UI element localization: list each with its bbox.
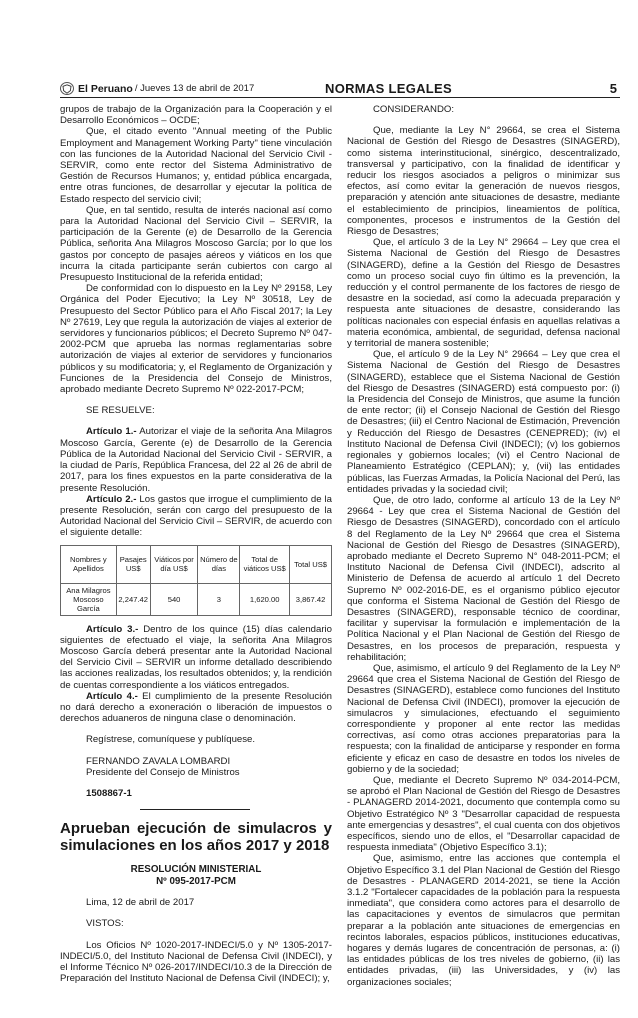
newspaper-name: El Peruano bbox=[78, 82, 133, 95]
paragraph: Que, el artículo 9 de la Ley N° 29664 – Ley que crea el Sistema Nacional de Gestión del Riesgo de Desastres (SINAGERD), establece que el Sistema Nacional de Gestión del Riesgo de Desastres (SINAGERD) está compuesto por: (i) la Presidencia del Consejo de Ministros, que asume la función de ente rector; (ii) el Consejo Nacional de Gestión del Riesgo de Desastres; (iii) el Centro Nacional de Estimación, Prevención y Reducción del Riesgo de Desastres (CENEPRED); (iv) el Instituto Nacional de Defensa Civil (INDECI); (v) los gobiernos regionales y gobiernos locales; (vi) el Centro Nacional de Planeamiento Estratégico (CEPLAN); y, (vii) las entidades públicas, las Fuerzas Armadas, la Policía Nacional del Perú, las entidades privadas y la sociedad civil; bbox=[347, 349, 620, 495]
table-header: Total de viáticos US$ bbox=[240, 545, 290, 583]
table-cell: 3,867.42 bbox=[290, 583, 332, 615]
page-number: 5 bbox=[609, 81, 617, 96]
article-text: Los gastos que irrogue el cumplimiento de la presente Resolución, serán con cargo del presupuesto de la Autoridad Nacional del Servicio Civil – SERVIR, de acuerdo con el siguiente detalle: bbox=[60, 493, 332, 539]
article-label: Artículo 2.- bbox=[86, 493, 137, 505]
paragraph: Que, asimismo, el artículo 9 del Reglamento de la Ley Nº 29664 que crea el Sistema Nacional de Gestión del Riesgo de Desastres (SINAGERD), establece como funciones del Instituto Nacional de Defensa Civil (INDECI), promover la ejecución de simulacros y simulaciones, efectuando el seguimiento correspondiente y proponer al ente rector las medidas correctivas, así como otras acciones preparatorias para la respuesta; con la finalidad de anticiparse y responder en forma eficiente y eficaz en caso de desastre en todos los niveles de gobierno y de la sociedad; bbox=[347, 662, 620, 775]
article-1 bbox=[60, 426, 332, 493]
signer-name: FERNANDO ZAVALA LOMBARDI bbox=[86, 755, 231, 767]
issue-date: / Jueves 13 de abril de 2017 bbox=[134, 83, 255, 94]
considerando-heading: CONSIDERANDO: bbox=[373, 104, 455, 115]
se-resuelve-heading: SE RESUELVE: bbox=[86, 405, 155, 417]
resolution-number: Nº 095-2017-PCM bbox=[156, 875, 236, 887]
section-divider bbox=[140, 809, 250, 810]
table-cell: 2,247.42 bbox=[116, 583, 150, 615]
article-2 bbox=[60, 494, 332, 539]
paragraph: Que, de otro lado, conforme al artículo 13 de la Ley Nº 29664 - Ley que crea el Sistema Nacional de Gestión del Riesgo de Desastres (SINAGERD), concordado con el artículo 8 del Reglamento de la Ley Nº 29664 que crea el Sistema Nacional de Gestión del Riesgo de Desastres (SINAGERD), aprobado mediante el Decreto Supremo N° 048-2011-PCM; el Instituto Nacional de Defensa Civil (INDECI), adscrito al Ministerio de Defensa de acuerdo al artículo 1 del Decreto Supremo Nº 002-2016-DE, es el organismo público ejecutor que conforma el Sistema Nacional de Gestión del Riesgo de Desastres (SINAGERD), responsable técnico de coordinar, facilitar y supervisar la formulación e implementación de la Política Nacional y el Plan Nacional de Gestión del Riesgo de Desastres, en los procesos de preparación, respuesta y rehabilitación; bbox=[347, 494, 620, 663]
article-label: Artículo 1.- bbox=[86, 426, 137, 438]
article-4 bbox=[60, 691, 332, 725]
article-label: Artículo 3.- bbox=[86, 623, 139, 635]
table-header: Viáticos por día US$ bbox=[150, 545, 198, 583]
paragraph: De conformidad con lo dispuesto en la Ley Nº 29158, Ley Orgánica del Poder Ejecutivo; la Ley Nº 30518, Ley de Presupuesto del Sector Público para el Año Fiscal 2017; la Ley Nº 27619, Ley que regula la autorización de viajes al exterior de servidores y funcionarios públicos; el Decreto Supremo Nº 047-2002-PCM que aprueba las normas reglamentarias sobre autorización de viajes al exterior de servidores y funcionarios públicos y su modificatoria; y, el Reglamento de Organización y Funciones de la Presidencia del Consejo de Ministros, aprobado mediante Decreto Supremo Nº 022-2017-PCM; bbox=[60, 283, 332, 396]
table-cell: Ana Milagros Moscoso García bbox=[61, 583, 117, 615]
article-text: Autorizar el viaje de la señorita Ana Milagros Moscoso García, Gerente (e) de Desarrollo de la Gerencia Pública de la Autoridad Nacional del Servicio Civil - SERVIR, a la ciudad de París, República Francesa, del 22 al 26 de abril de 2017, para los fines expuestos en la parte considerativa de la presente Resolución. bbox=[60, 426, 332, 494]
norm-title: Aprueban ejecución de simulacros y simulaciones en los años 2017 y 2018 bbox=[60, 820, 332, 855]
table-cell: 3 bbox=[198, 583, 240, 615]
table-header: Número de días bbox=[198, 545, 240, 583]
paragraph: Que, asimismo, entre las acciones que contempla el Objetivo Específico 3.1 del Plan Nacional de Gestión del Riesgo de Desastres - PLANAGERD 2014-2021, se tiene la Acción 3.1.2 "Fortalecer capacidades de la población para la respuesta inmediata", que considera como actores para el desarrollo de las capacitaciones y eventos de simulacros que permitan preparar a la población ante situaciones de emergencias en recintos laborales, espacios públicos, instituciones educativas, hogares y demás lugares de concentración de personas, a: (i) las entidades públicas de los tres niveles de gobierno, (ii) las entidades privadas, (iii) las Universidades, y (iv) las organizaciones sociales; bbox=[347, 853, 620, 988]
table-cell: 540 bbox=[150, 583, 198, 615]
paragraph: Que, el citado evento "Annual meeting of the Public Employment and Management Working Party" tiene vinculación con las funciones de la Autoridad Nacional del Servicio Civil - SERVIR, como ente rector del Sistema Administrativo de Gestión de Recursos Humanos; y, entidad pública encargada, entre otras funciones, de desarrollar y ejecutar la política de Estado respecto del servicio civil; bbox=[60, 126, 332, 205]
table-header: Total US$ bbox=[290, 545, 332, 583]
article-text: Dentro de los quince (15) días calendario siguientes de efectuado el viaje, la señorita Ana Milagros Moscoso García deberá presentar ante la Autoridad Nacional del Servicio Civil – SERVIR un informe detallado describiendo las acciones realizadas, los resultados obtenidos; y, la rendición de cuentas correspondiente a los viáticos entregados. bbox=[60, 623, 332, 691]
article-label: Artículo 4.- bbox=[86, 690, 138, 702]
shield-icon bbox=[60, 82, 74, 95]
section-title: NORMAS LEGALES bbox=[325, 81, 452, 96]
closing-formula: Regístrese, comuníquese y publíquese. bbox=[86, 734, 256, 746]
resolution-type: RESOLUCIÓN MINISTERIAL bbox=[130, 864, 262, 876]
signer-title: Presidente del Consejo de Ministros bbox=[86, 766, 240, 778]
place-date: Lima, 12 de abril de 2017 bbox=[86, 897, 195, 909]
table-cell: 1,620.00 bbox=[240, 583, 290, 615]
travel-expenses-table bbox=[60, 545, 332, 616]
paragraph: Los Oficios Nº 1020-2017-INDECI/5.0 y Nº 1305-2017-INDECI/5.0, del Instituto Nacional de Defensa Civil (INDECI), y el Informe Técnico Nº 026-2017/INDECI/10.3 de la Dirección de Preparación del Instituto Nacional de Defensa Civil (INDECI); y, bbox=[60, 939, 332, 985]
vistos-heading: VISTOS: bbox=[86, 918, 124, 930]
right-column bbox=[347, 104, 620, 988]
table-row bbox=[61, 583, 332, 615]
paragraph: Que, mediante el Decreto Supremo Nº 034-2014-PCM, se aprobó el Plan Nacional de Gestión del Riesgo de Desastres - PLANAGERD 2014-2021, documento que contempla como su Objetivo Estratégico Nº 3 "Desarrollar capacidad de respuesta ante emergencias y desastres", el cual cuenta con dos objetivos específicos, siendo uno de ellos, el "Desarrollar capacidad de respuesta inmediata" (Objetivo Específico 3.1); bbox=[347, 774, 620, 854]
article-text: El cumplimiento de la presente Resolución no dará derecho a exoneración o liberación de impuestos o derechos aduaneros de ninguna clase o denominación. bbox=[60, 690, 332, 725]
table-header: Nombres y Apellidos bbox=[61, 545, 117, 583]
table-header-row bbox=[61, 545, 332, 583]
document-number: 1508867-1 bbox=[86, 787, 132, 799]
paragraph: Que, mediante la Ley N° 29664, se crea el Sistema Nacional de Gestión del Riesgo de Desastres (SINAGERD), como sistema interinstitucional, sinérgico, descentralizado, transversal y participativo, con la finalidad de identificar y reducir los riesgos asociados a peligros o minimizar sus efectos, así como evitar la generación de nuevos riesgos, preparación y atención ante situaciones de desastre, mediante el establecimiento de principios, lineamientos de política, componentes, procesos e instrumentos de la Gestión del Riesgo de Desastres; bbox=[347, 125, 620, 238]
paragraph: Que, el artículo 3 de la Ley N° 29664 – Ley que crea el Sistema Nacional de Gestión del Riesgo de Desastres (SINAGERD), define a la Gestión del Riesgo de Desastres como un proceso social cuyo fin último es la prevención, la reducción y el control permanente de los factores de riesgo de desastre en la sociedad, así como la adecuada preparación y respuesta ante situaciones de desastre, considerando las políticas nacionales con especial énfasis en aquellas relativas a materia económica, ambiental, de seguridad, defensa nacional y territorial de manera sostenible; bbox=[347, 237, 620, 350]
article-3 bbox=[60, 624, 332, 691]
page-header bbox=[60, 80, 620, 98]
left-column bbox=[60, 104, 332, 984]
paragraph: Que, en tal sentido, resulta de interés nacional así como para la Autoridad Nacional del Servicio Civil – SERVIR, la participación de la Gerente (e) de Desarrollo de la Gerencia Pública, señorita Ana Milagros Moscoso García; por lo que los gastos por concepto de pasajes aéreos y viáticos en los que incurra la citada participante serán cubiertos con cargo al Presupuesto Institucional de la referida entidad; bbox=[60, 204, 332, 284]
paragraph: grupos de trabajo de la Organización para la Cooperación y el Desarrollo Económicos – OCDE; bbox=[60, 104, 332, 127]
table-header: Pasajes US$ bbox=[116, 545, 150, 583]
